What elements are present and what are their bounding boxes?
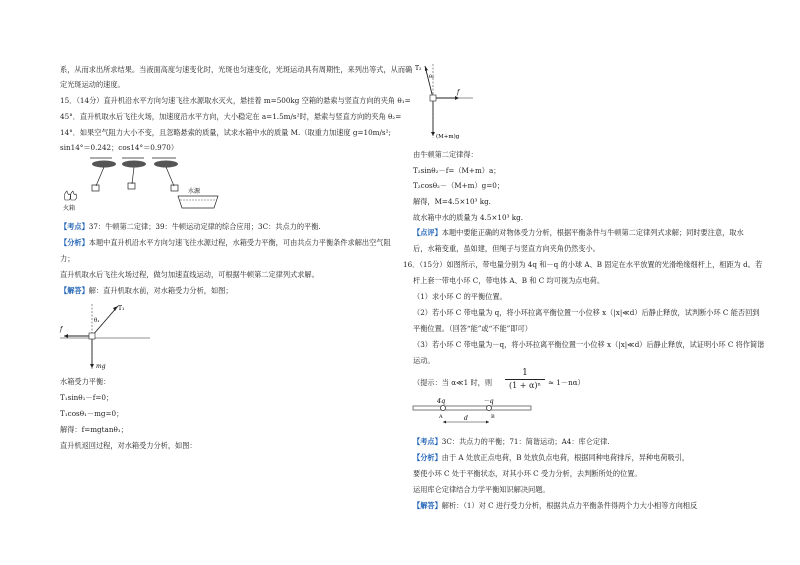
- jieda-text-2: 解析：（1）对 C 进行受力分析，根据共点力平衡条件得两个力大小相等方向相反: [441, 501, 698, 510]
- q16-line-6: （3）若小环 C 带电量为－q，将小环拉离平衡位置一小位移 x（|x|≪d）后静止释放，试证明小环 C 将作简谐: [413, 340, 765, 349]
- theta-label: θ₁: [94, 318, 100, 324]
- water-source-icon: [178, 187, 218, 208]
- helicopter-1-icon: [90, 158, 116, 191]
- dianping-line-2: 后，水箱变重，虽如建，但绳子与竖直方向夹角仍然变小。: [413, 244, 600, 253]
- fire-icon: [63, 191, 77, 212]
- point-b-label: B: [491, 414, 495, 420]
- q15-fenxi-line-3: 直升机取水后飞往火场过程，做匀加速直线运动，可根据牛顿第二定律列式求解。: [60, 270, 319, 279]
- kaodian-text: 37：牛顿第二定律；39：牛顿运动定律的综合应用；3C：共点力的平衡.: [88, 222, 321, 231]
- q16-line-7: 运动。: [413, 356, 435, 365]
- tension-label-2: T₂: [415, 65, 422, 72]
- helicopter-3-icon: [152, 158, 178, 191]
- distance-label: d: [464, 415, 468, 422]
- fenxi-line-1-2: 由于 A 处放正点电荷，B 处放负点电荷，根据同种电荷排斥，异种电荷吸引，: [441, 453, 690, 462]
- q16-line-3: （1）求小环 C 的平衡位置。: [413, 292, 507, 301]
- charge-a-label: 4q: [437, 397, 446, 405]
- q16-fenxi: [413, 453, 689, 462]
- q15-line-4: sin14°＝0.242；cos14°＝0.970）: [60, 143, 179, 152]
- q15-line-1: 15．（14分）直升机沿水平方向匀速飞往水源取水灭火，悬挂着 m=500kg 空箱的悬索与竖直方向的夹角 θ₁=: [60, 96, 411, 105]
- q16-line-2: 杆上套一带电小环 C，带电体 A、B 和 C 均可视为点电荷。: [413, 276, 605, 285]
- q16-kaodian: [413, 437, 610, 446]
- fenxi-tag-2: 【分析】: [413, 453, 442, 462]
- hint-pre: （提示：当 α≪1 时，则: [413, 378, 493, 387]
- q15-fenxi-line-2: 力；: [60, 254, 75, 263]
- hint-fraction: [505, 368, 545, 391]
- jieda-text: 解：直升机取水前，对水箱受力分析，如图；: [88, 286, 233, 295]
- drag-label: f: [60, 326, 63, 333]
- step-3: T₁cosθ₁－mg=0；: [60, 409, 124, 418]
- drag-label-2: f: [457, 89, 460, 96]
- helicopter-2-icon: [122, 158, 146, 189]
- q15-jieda: [60, 286, 233, 295]
- charge-b-label: －q: [483, 397, 494, 405]
- q16-fenxi-line-2: 要使小环 C 处于平衡状态，对其小环 C 受力分析，去判断所处的位置。: [413, 469, 642, 478]
- kaodian-tag-2: 【考点】: [413, 437, 442, 446]
- fenxi-tag: 【分析】: [60, 238, 89, 247]
- q16-line-1: 16．（15分）如图所示，带电量分别为 4q 和－q 的小球 A、B 固定在水平放置的光滑绝缘细杆上，相距为 d。若: [403, 260, 763, 269]
- helicopter-figure: [60, 156, 220, 218]
- theta-label-2: θ₂: [429, 74, 435, 80]
- weight-label: mg: [96, 363, 106, 370]
- r-step-2: T₂sinθ₂－f=（M+m）a；: [413, 166, 501, 175]
- dianping-line-1: 本题中要能正确的对物体受力分析，根据平衡条件与牛顿第二定律列式求解；同时要注意，取水: [441, 228, 744, 237]
- fenxi-line-1: 本题中直升机沿水平方向匀速飞往水源过程，水箱受力平衡，可由共点力平衡条件求解出空气阻: [88, 238, 391, 247]
- step-2: T₁sinθ₁－f=0；: [60, 393, 114, 402]
- q15-dianping: [413, 228, 744, 237]
- q16-jieda: [413, 501, 697, 510]
- r-step-1: 由牛顿第二定律得：: [413, 150, 478, 159]
- dianping-tag: 【点评】: [413, 228, 442, 237]
- point-a-label: A: [439, 414, 443, 420]
- hint-post: ≈ 1－nα）: [548, 378, 585, 387]
- q16-fenxi-line-3: 运用库仑定律结合力学平衡知识解决问题。: [413, 485, 550, 494]
- kaodian-text-2: 3C：共点力的平衡；71：简谐运动；A4：库仑定律.: [441, 437, 610, 446]
- intro-line-2: 定光斑运动的速度。: [60, 80, 125, 89]
- q16-line-4: （2）若小环 C 带电量为 q，将小环拉离平衡位置一小位移 x（|x|≪d）后静止释放，试判断小环 C 能否回到: [413, 308, 760, 317]
- q15-kaodian: [60, 222, 321, 231]
- q16-line-5: 平衡位置。（回答“能”或“不能”即可）: [413, 324, 532, 333]
- hint-denominator: (1 + α)ⁿ: [505, 379, 545, 391]
- water-label: 水源: [188, 188, 201, 195]
- q15-line-2: 45°．直升机取水后飞往火场，加速度沿水平方向，大小稳定在 a=1.5m/s²时，悬索与竖直方向的夹角 θ₂=: [60, 112, 402, 121]
- weight-label-2: (M+m)g: [436, 134, 460, 140]
- step-5: 直升机返回过程，对水箱受力分析，如图：: [60, 441, 197, 450]
- q15-line-3: 14°．如果空气阻力大小不变，且忽略悬索的质量，试求水箱中水的质量 M.（取重力加速度 g=10m/s²;: [60, 128, 391, 137]
- force-diagram-1: [60, 300, 150, 372]
- r-step-5: 故水箱中水的质量为 4.5×10³ kg.: [413, 213, 523, 222]
- tension-label: T₁: [118, 305, 125, 312]
- step-1: 水箱受力平衡：: [60, 377, 111, 386]
- force-diagram-2: [413, 62, 473, 144]
- intro-line-1: 系，从而求出所求结果。当液面高度匀速变化时，光斑也匀速变化，光斑运动具有周期性，来列出等式，从而确: [60, 65, 413, 74]
- rod-figure: [413, 396, 533, 428]
- kaodian-tag: 【考点】: [60, 222, 89, 231]
- r-step-4: 解得，M=4.5×10³ kg.: [413, 197, 491, 206]
- jieda-tag-2: 【解答】: [413, 501, 442, 510]
- fire-label: 火箱: [63, 205, 76, 212]
- hint-numerator: 1: [522, 368, 528, 378]
- jieda-tag: 【解答】: [60, 286, 89, 295]
- r-step-3: T₂cosθ₂－（M+m）g=0；: [413, 181, 505, 190]
- step-4: 解得：f=mgtanθ₁；: [60, 425, 128, 434]
- q15-fenxi: [60, 238, 391, 247]
